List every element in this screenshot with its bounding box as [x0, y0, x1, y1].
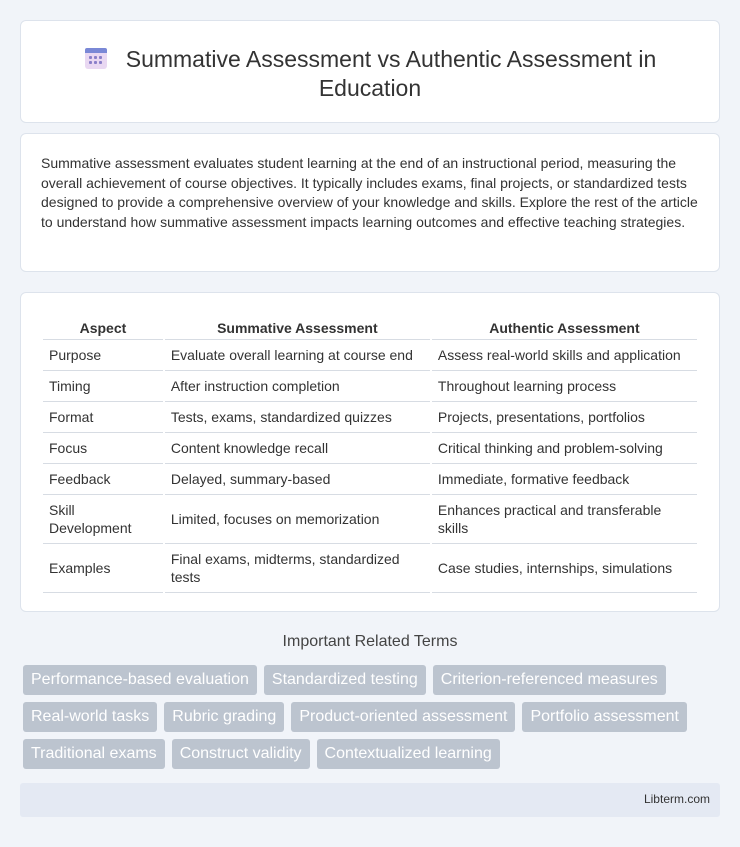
cell-aspect: Format: [43, 402, 163, 433]
intro-card: [20, 133, 720, 272]
related-terms: [23, 665, 723, 776]
cell-aspect: Feedback: [43, 464, 163, 495]
tag-contextualized-learning[interactable]: Contextualized learning: [317, 739, 500, 769]
cell-aspect: Skill Development: [43, 495, 163, 544]
intro-text: Summative assessment evaluates student learning at the end of an instructional period, measuring the overall achievement of course objectives. It typically includes exams, final projects, or standardized tests designed to provide a comprehensive overview of your knowledge and skills. Explore the rest of the article to understand how summative assessment impacts learning outcomes and effective teaching strategies.: [41, 155, 698, 230]
tag-construct-validity[interactable]: Construct validity: [172, 739, 310, 769]
cell-summative: Evaluate overall learning at course end: [165, 340, 430, 371]
calendar-icon: [84, 46, 108, 70]
table-row: [43, 544, 697, 593]
cell-authentic: Projects, presentations, portfolios: [432, 402, 697, 433]
comparison-card: [20, 292, 720, 612]
cell-authentic: Enhances practical and transferable skills: [432, 495, 697, 544]
tag-rubric-grading[interactable]: Rubric grading: [164, 702, 284, 732]
cell-summative: Final exams, midterms, standardized tests: [165, 544, 430, 593]
cell-authentic: Critical thinking and problem-solving: [432, 433, 697, 464]
table-row: [43, 402, 697, 433]
tag-portfolio-assessment[interactable]: Portfolio assessment: [522, 702, 687, 732]
cell-authentic: Case studies, internships, simulations: [432, 544, 697, 593]
tag-traditional-exams[interactable]: Traditional exams: [23, 739, 165, 769]
cell-summative: After instruction completion: [165, 371, 430, 402]
tag-product-oriented-assessment[interactable]: Product-oriented assessment: [291, 702, 515, 732]
tag-real-world-tasks[interactable]: Real-world tasks: [23, 702, 157, 732]
header-summative: Summative Assessment: [165, 315, 430, 340]
header-aspect: Aspect: [43, 315, 163, 340]
related-terms-title: Important Related Terms: [282, 633, 458, 650]
page-title: Summative Assessment vs Authentic Assessment in Education: [125, 46, 657, 101]
cell-authentic: Immediate, formative feedback: [432, 464, 697, 495]
title-card: [20, 20, 720, 123]
table-row: [43, 340, 697, 371]
cell-aspect: Examples: [43, 544, 163, 593]
table-row: [43, 464, 697, 495]
header-authentic: Authentic Assessment: [432, 315, 697, 340]
cell-aspect: Purpose: [43, 340, 163, 371]
cell-summative: Limited, focuses on memorization: [165, 495, 430, 544]
footer-source[interactable]: Libterm.com: [643, 792, 710, 806]
cell-authentic: Throughout learning process: [432, 371, 697, 402]
cell-summative: Tests, exams, standardized quizzes: [165, 402, 430, 433]
tag-row: [23, 739, 723, 769]
tag-standardized-testing[interactable]: Standardized testing: [264, 665, 426, 695]
cell-authentic: Assess real-world skills and application: [432, 340, 697, 371]
table-row: [43, 371, 697, 402]
tag-row: [23, 702, 723, 732]
cell-summative: Content knowledge recall: [165, 433, 430, 464]
cell-aspect: Timing: [43, 371, 163, 402]
table-row: [43, 495, 697, 544]
cell-aspect: Focus: [43, 433, 163, 464]
page-title-wrap: [21, 45, 719, 103]
comparison-table: [41, 315, 699, 593]
table-header-row: [43, 315, 697, 340]
tag-criterion-referenced-measures[interactable]: Criterion-referenced measures: [433, 665, 666, 695]
cell-summative: Delayed, summary-based: [165, 464, 430, 495]
tag-row: [23, 665, 723, 695]
table-row: [43, 433, 697, 464]
footer: [20, 783, 720, 817]
tag-performance-based-evaluation[interactable]: Performance-based evaluation: [23, 665, 257, 695]
